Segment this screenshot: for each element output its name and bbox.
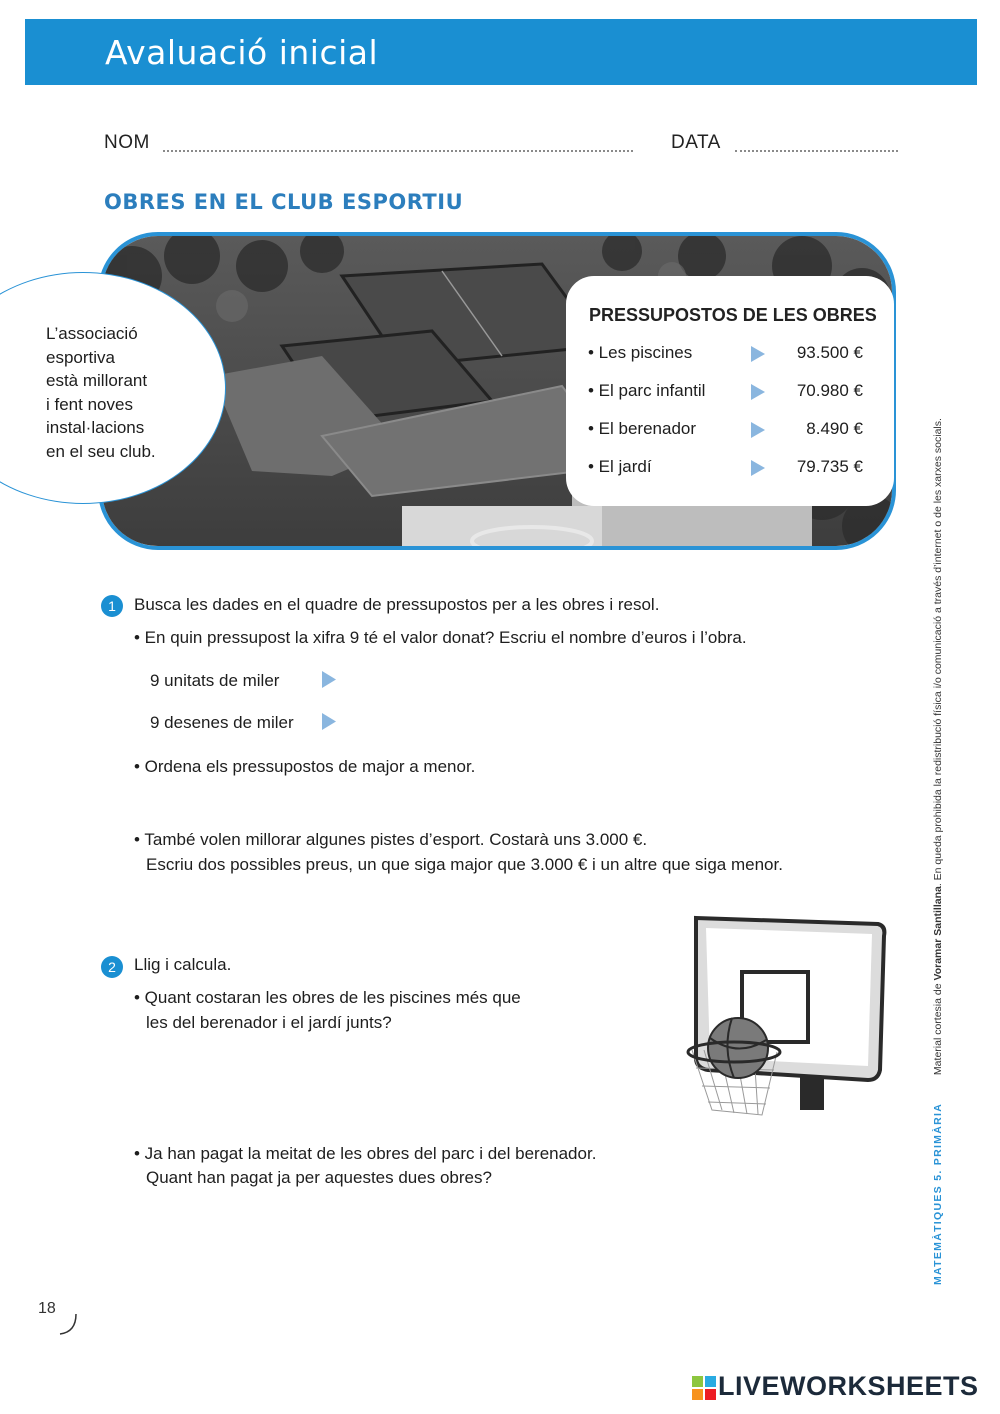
header-band [25,19,977,85]
triangle-arrow-icon [751,460,765,476]
date-field[interactable] [735,150,898,152]
budget-title: PRESSUPOSTOS DE LES OBRES [589,305,877,325]
triangle-arrow-icon [322,671,336,688]
answer-field-pools[interactable] [145,1045,645,1125]
budget-item-amount: 8.490 € [806,419,863,438]
intro-line: esportiva [46,347,115,367]
budget-box [566,276,894,506]
thousands-units-label: 9 unitats de miler [150,671,280,690]
question-2-badge: 2 [101,956,123,978]
intro-line: instal·lacions [46,418,145,437]
name-label: NOM [104,132,150,153]
tens-thousands-label: 9 desenes de miler [150,713,294,732]
intro-line: L’associació [46,324,138,343]
answer-field-prices[interactable] [145,884,645,914]
question-2-bullet-2-line-1: • Ja han pagat la meitat de les obres del parc i del berenador. [134,1144,597,1163]
copyright-suffix: . En queda prohibida la redistribució física i/o comunicació a través d’internet o de les xarxes socials. [932,418,944,887]
intro-text [46,322,196,463]
budget-item-amount: 93.500 € [796,343,863,362]
page-number: 18 [38,1300,56,1317]
question-1-heading: Busca les dades en el quadre de pressupostos per a les obres i resol. [134,595,660,614]
budget-item-name: • Les piscines [588,343,693,362]
liveworksheets-brand: LIVEWORKSHEETS [718,1371,979,1401]
answer-field-tens[interactable] [345,732,765,740]
triangle-arrow-icon [322,713,336,730]
intro-line: en el seu club. [46,441,156,461]
question-2-bullet-1-line-1: • Quant costaran les obres de les piscines més que [134,988,521,1007]
question-1-bullet-2: • Ordena els pressupostos de major a menor. [134,757,476,776]
name-field[interactable] [163,150,633,152]
budget-item-name: • El parc infantil [588,381,706,400]
liveworksheets-logo-icon [692,1376,716,1400]
question-2-bullet-2-line-2: Quant han pagat ja per aquestes dues obres? [146,1168,492,1187]
question-1-badge: 1 [101,595,123,617]
triangle-arrow-icon [751,422,765,438]
basketball-hoop-icon [682,910,892,1125]
intro-line: està millorant [46,371,148,390]
budget-item-name: • El jardí [588,457,652,476]
intro-line: i fent noves [46,394,133,414]
answer-field-paid[interactable] [145,1200,645,1280]
copyright-brand: Voramar Santillana [932,886,944,981]
side-copyright [932,365,962,1285]
answer-field-units[interactable] [345,690,765,698]
triangle-arrow-icon [751,384,765,400]
budget-item-amount: 70.980 € [796,381,863,400]
section-title: OBRES EN EL CLUB ESPORTIU [104,190,464,214]
question-1-bullet-1: • En quin pressupost la xifra 9 té el valor donat? Escriu el nombre d’euros i l’obra. [134,628,747,647]
page-corner-curve [58,1312,80,1338]
question-1-bullet-3-line-1: • També volen millorar algunes pistes d’esport. Costarà uns 3.000 €. [134,830,648,849]
answer-field-order[interactable] [145,786,785,816]
question-2-heading: Llig i calcula. [134,955,232,974]
date-label: DATA [671,132,721,153]
budget-item-amount: 79.735 € [796,457,863,476]
triangle-arrow-icon [751,346,765,362]
budget-item-name: • El berenador [588,419,697,438]
series-label: MATEMÀTIQUES 5. PRIMÀRIA [932,1102,944,1285]
page-title: Avaluació inicial [105,33,379,72]
copyright-prefix: Material cortesia de [932,980,944,1076]
question-2-bullet-1-line-2: les del berenador i el jardí junts? [146,1013,392,1032]
question-1-bullet-3-line-2: Escriu dos possibles preus, un que siga major que 3.000 € i un altre que siga menor. [146,855,783,874]
